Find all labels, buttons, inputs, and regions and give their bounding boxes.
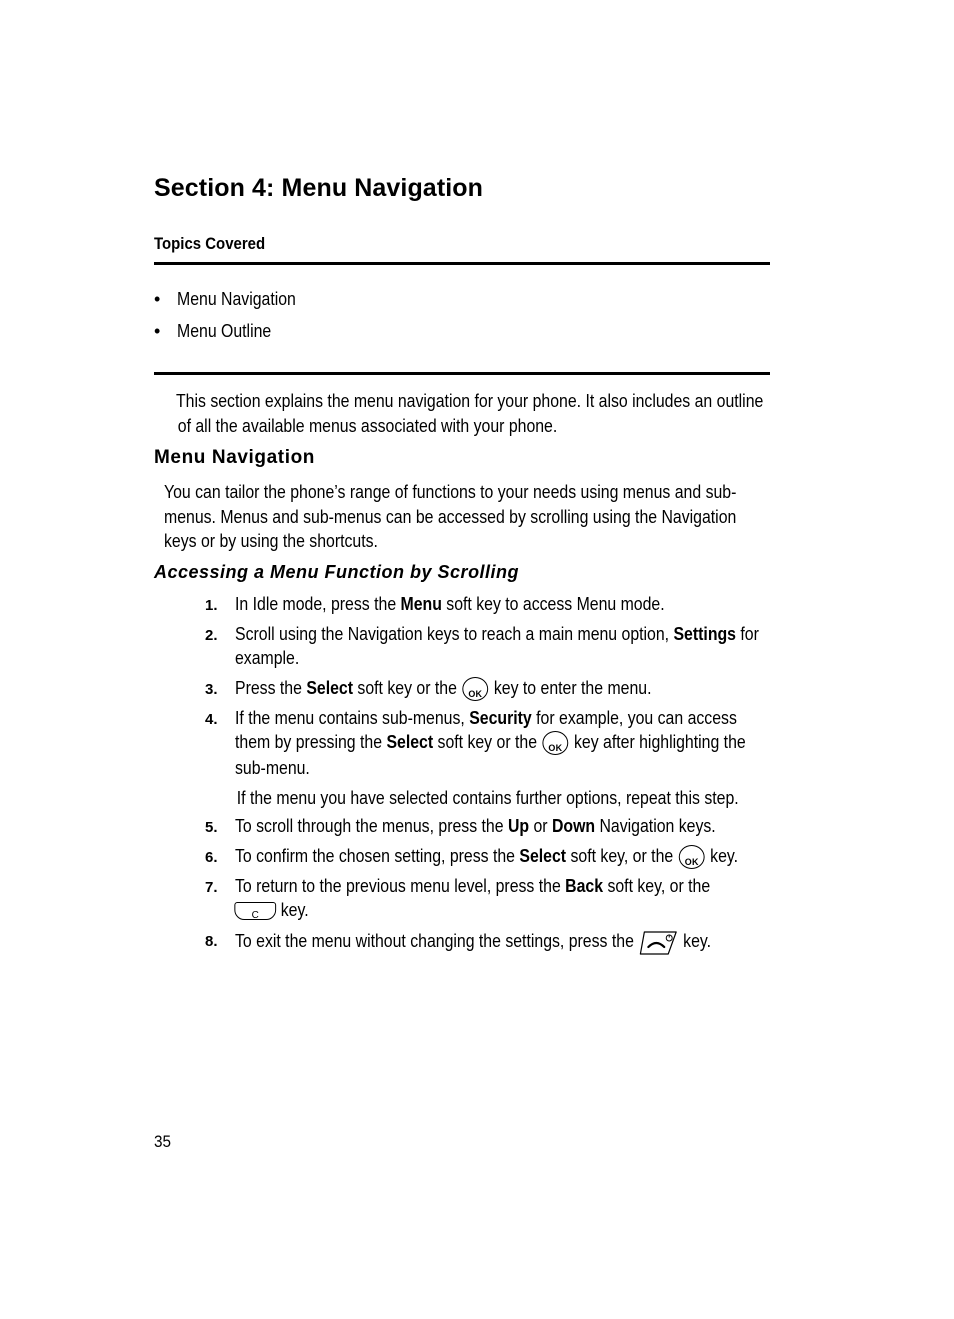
step-text: To return to the previous menu level, press the (235, 876, 566, 896)
bullet: • (154, 321, 161, 341)
step-text: example. (235, 648, 300, 668)
step-text: Press the (235, 678, 307, 698)
section-title: Section 4: Menu Navigation (154, 174, 484, 202)
ok-key-icon (679, 845, 705, 869)
ok-key-label: OK (468, 689, 483, 700)
step-number: 5. (205, 819, 218, 836)
ok-key-label: OK (548, 743, 563, 754)
clear-key-label: C (251, 910, 259, 922)
step-number: 8. (205, 933, 218, 950)
menu-navigation-heading: Menu Navigation (154, 447, 316, 468)
key-name: Security (469, 708, 532, 728)
step-text: If the menu contains sub-menus, (235, 708, 470, 728)
bottom-divider (154, 372, 770, 375)
step-text: soft key or the (353, 678, 462, 698)
ok-key-icon (543, 731, 569, 755)
key-name: Menu (400, 594, 442, 614)
key-name: Select (519, 846, 567, 866)
intro-paragraph (176, 389, 843, 438)
bullet: • (154, 289, 161, 309)
step-text: key. (705, 846, 739, 866)
step-text: To scroll through the menus, press the (235, 816, 508, 836)
step-number: 7. (205, 879, 218, 896)
step-text: key. (678, 930, 712, 951)
step-text: soft key, or the (603, 876, 711, 896)
intro-line: of all the available menus associated with your phone. (177, 415, 558, 436)
accessing-menu-heading: Accessing a Menu Function by Scrolling (154, 562, 520, 582)
step-text: sub-menu. (235, 758, 310, 778)
topic-menu-navigation: Menu Navigation (177, 289, 296, 309)
step-text: for (735, 624, 759, 644)
page-number: 35 (154, 1132, 172, 1151)
key-name: Up (507, 816, 530, 836)
key-name: Settings (673, 624, 736, 644)
step-number: 2. (205, 627, 218, 644)
key-name: Back (565, 876, 604, 896)
ok-key-icon (462, 677, 488, 701)
step-text: key to enter the menu. (489, 678, 652, 698)
topics-covered-heading: Topics Covered (154, 234, 266, 253)
step-text: To exit the menu without changing the settings, press the (235, 930, 639, 951)
step-text: for example, you can access (531, 708, 737, 728)
step-number: 4. (205, 711, 218, 728)
ok-key-label: OK (684, 857, 699, 868)
paragraph-line: You can tailor the phone’s range of functions to your needs using menus and sub- (164, 482, 737, 502)
key-name: Select (306, 678, 354, 698)
step-text: Scroll using the Navigation keys to reach a main menu option, (235, 624, 674, 644)
clear-key-icon (234, 902, 276, 920)
step-number: 1. (205, 597, 218, 614)
step-text: them by pressing the (235, 732, 387, 752)
key-name: Select (386, 732, 434, 752)
step-text: or (529, 816, 552, 836)
step-text: Navigation keys. (595, 816, 716, 836)
step-number: 3. (205, 681, 218, 698)
paragraph-line: menus. Menus and sub-menus can be accessed by scrolling using the Navigation (164, 506, 737, 527)
step-number: 6. (205, 849, 218, 866)
paragraph-line: keys or by using the shortcuts. (164, 531, 378, 551)
step-text: In Idle mode, press the (235, 594, 401, 614)
top-divider (154, 262, 770, 265)
step-text: key after highlighting the (569, 732, 746, 752)
step-text: soft key or the (433, 732, 542, 752)
key-name: Down (551, 816, 596, 836)
topic-menu-outline: Menu Outline (177, 321, 272, 341)
step-text: soft key, or the (566, 846, 678, 866)
end-power-key-icon (639, 928, 679, 956)
step-text: key. (276, 900, 309, 920)
step-note: If the menu you have selected contains further options, repeat this step. (236, 788, 739, 808)
intro-line: This section explains the menu navigation for your phone. It also includes an outline (176, 391, 764, 411)
step-text: soft key to access Menu mode. (441, 594, 665, 614)
menu-navigation-paragraph (164, 480, 814, 554)
step-text: To confirm the chosen setting, press the (235, 846, 520, 866)
